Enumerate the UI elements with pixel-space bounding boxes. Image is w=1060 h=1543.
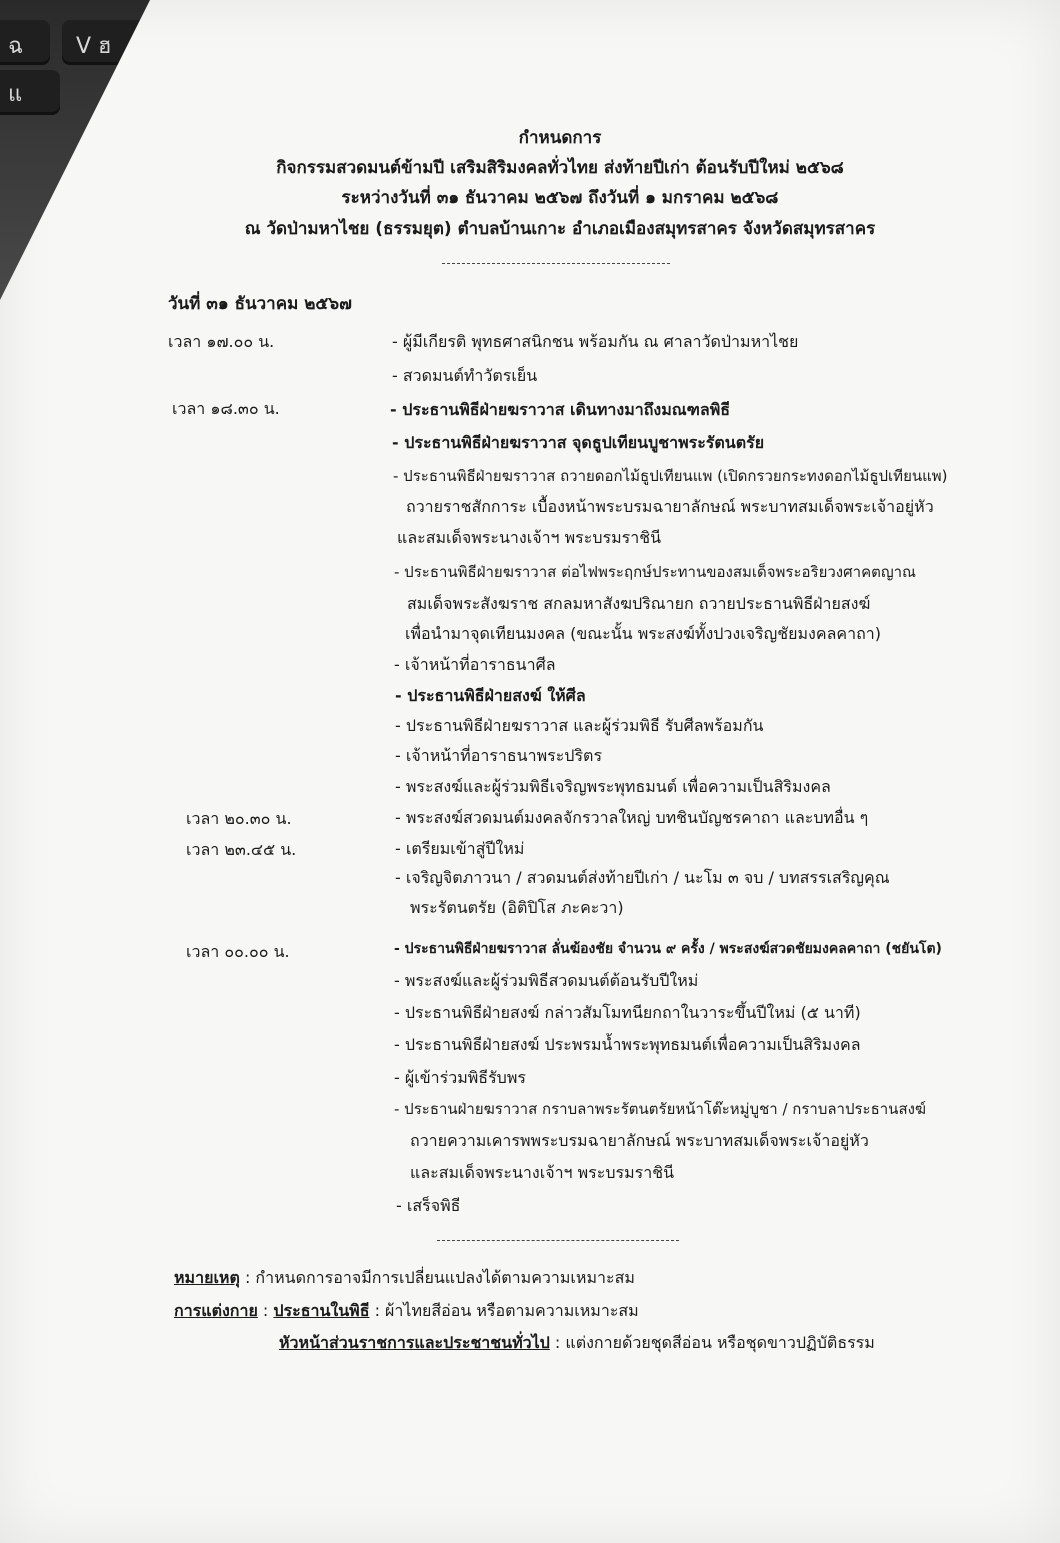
dress-line (174, 1299, 639, 1324)
remark-label: หมายเหตุ (174, 1268, 240, 1287)
time-label: เวลา ๐๐.๐๐ น. (186, 942, 290, 961)
schedule-item-continued: ถวายราชสักการะ เบื้องหน้าพระบรมฉายาลักษณ์ พระบาทสมเด็จพระเจ้าอยู่หัว (406, 497, 934, 516)
schedule-item: - ประธานพิธีฝ่ายสงฆ์ กล่าวสัมโมทนียกถาในวาระขึ้นปีใหม่ (๕ นาที) (394, 1003, 861, 1022)
time-label: เวลา ๒๐.๓๐ น. (186, 809, 292, 828)
schedule-item-continued: สมเด็จพระสังฆราช สกลมหาสังฆปริณายก ถวายประธานพิธีฝ่ายสงฆ์ (407, 594, 871, 613)
schedule-item: - ประธานพิธีฝ่ายสงฆ์ ให้ศีล (395, 686, 586, 705)
doc-subtitle: กิจกรรมสวดมนต์ข้ามปี เสริมสิริมงคลทั่วไทย ส่งท้ายปีเก่า ต้อนรับปีใหม่ ๒๕๖๘ (276, 158, 844, 178)
doc-date-range: ระหว่างวันที่ ๓๑ ธันวาคม ๒๕๖๗ ถึงวันที่ ๑ มกราคม ๒๕๖๘ (341, 188, 779, 208)
footer-divider (437, 1240, 679, 1241)
schedule-item: - ผู้มีเกียรติ พุทธศาสนิกชน พร้อมกัน ณ ศาลาวัดป่ามหาไชย (392, 332, 799, 351)
key-label: V ฮ (76, 34, 112, 59)
header-divider (442, 263, 670, 264)
chair-label: ประธานในพิธี (273, 1301, 370, 1320)
key-label: แ (8, 82, 23, 107)
schedule-item: - ประธานพิธีฝ่ายฆราวาส ลั่นฆ้องชัย จำนวน ๙ ครั้ง / พระสงฆ์สวดชัยมงคลคาถา (ชยันโต) (394, 941, 942, 957)
schedule-item: - ประธานพิธีฝ่ายฆราวาส ถวายดอกไม้ธูปเทียนแพ (เปิดกรวยกระทงดอกไม้ธูปเทียนแพ) (393, 467, 948, 485)
schedule-item: - พระสงฆ์และผู้ร่วมพิธีสวดมนต์ต้อนรับปีใหม่ (394, 971, 699, 990)
public-label: หัวหน้าส่วนราชการและประชาชนทั่วไป (279, 1333, 550, 1352)
schedule-item: - เจ้าหน้าที่อาราธนาพระปริตร (395, 746, 603, 765)
time-label: เวลา ๑๘.๓๐ น. (172, 399, 280, 418)
dress-label: การแต่งกาย (174, 1301, 258, 1320)
public-text: : แต่งกายด้วยชุดสีอ่อน หรือชุดขาวปฏิบัติธรรม (549, 1333, 875, 1352)
schedule-item-continued: ถวายความเคารพพระบรมฉายาลักษณ์ พระบาทสมเด็จพระเจ้าอยู่หัว (410, 1131, 869, 1150)
schedule-item-continued: พระรัตนตรัย (อิติปิโส ภะคะวา) (410, 898, 624, 917)
schedule-date: วันที่ ๓๑ ธันวาคม ๒๕๖๗ (168, 294, 352, 314)
schedule-item: - ประธานพิธีฝ่ายฆราวาส ต่อไฟพระฤกษ์ประทานของสมเด็จพระอริยวงศาคตญาณ (394, 563, 916, 581)
doc-location: ณ วัดป่ามหาไชย (ธรรมยุต) ตำบลบ้านเกาะ อำเภอเมืองสมุทรสาคร จังหวัดสมุทรสาคร (244, 219, 876, 239)
public-dress-line (279, 1331, 875, 1356)
remark-text: : กำหนดการอาจมีการเปลี่ยนแปลงได้ตามความเหมาะสม (239, 1268, 635, 1287)
schedule-item: - ผู้เข้าร่วมพิธีรับพร (394, 1068, 526, 1087)
doc-title: กำหนดการ (518, 128, 602, 148)
time-label: เวลา ๒๓.๔๕ น. (186, 840, 297, 859)
remark-line (174, 1266, 635, 1291)
schedule-item: - เจ้าหน้าที่อาราธนาศีล (394, 655, 556, 674)
schedule-item: - ประธานพิธีฝ่ายฆราวาส เดินทางมาถึงมณฑลพิธี (390, 400, 731, 419)
schedule-item: - สวดมนต์ทำวัตรเย็น (392, 366, 538, 385)
schedule-item: - ประธานพิธีฝ่ายฆราวาส จุดธูปเทียนบูชาพระรัตนตรัย (392, 433, 765, 452)
schedule-item: - พระสงฆ์สวดมนต์มงคลจักรวาลใหญ่ บทชินบัญชรคาถา และบทอื่น ๆ (395, 808, 869, 827)
schedule-item: - ประธานพิธีฝ่ายฆราวาส และผู้ร่วมพิธี รับศีลพร้อมกัน (395, 716, 764, 735)
schedule-item-continued: เพื่อนำมาจุดเทียนมงคล (ขณะนั้น พระสงฆ์ทั้งปวงเจริญชัยมงคลคาถา) (405, 624, 881, 643)
time-label: เวลา ๑๗.๐๐ น. (168, 332, 275, 351)
schedule-item: - ประธานฝ่ายฆราวาส กราบลาพระรัตนตรัยหน้าโต๊ะหมู่บูชา / กราบลาประธานสงฆ์ (394, 1100, 927, 1118)
dress-separator: : (257, 1301, 274, 1320)
schedule-item: - เจริญจิตภาวนา / สวดมนต์ส่งท้ายปีเก่า / นะโม ๓ จบ / บทสรรเสริญคุณ (395, 868, 890, 887)
key-label: ฉ (8, 34, 23, 59)
chair-text: : ผ้าไทยสีอ่อน หรือตามความเหมาะสม (369, 1301, 639, 1320)
schedule-item: - พระสงฆ์และผู้ร่วมพิธีเจริญพระพุทธมนต์ เพื่อความเป็นสิริมงคล (395, 777, 831, 796)
schedule-item: - เสร็จพิธี (396, 1196, 461, 1215)
schedule-item: - เตรียมเข้าสู่ปีใหม่ (395, 839, 525, 858)
schedule-item-continued: และสมเด็จพระนางเจ้าฯ พระบรมราชินี (410, 1163, 675, 1182)
schedule-item: - ประธานพิธีฝ่ายสงฆ์ ประพรมน้ำพระพุทธมนต์เพื่อความเป็นสิริมงคล (394, 1035, 861, 1054)
schedule-item-continued: และสมเด็จพระนางเจ้าฯ พระบรมราชินี (397, 528, 662, 547)
